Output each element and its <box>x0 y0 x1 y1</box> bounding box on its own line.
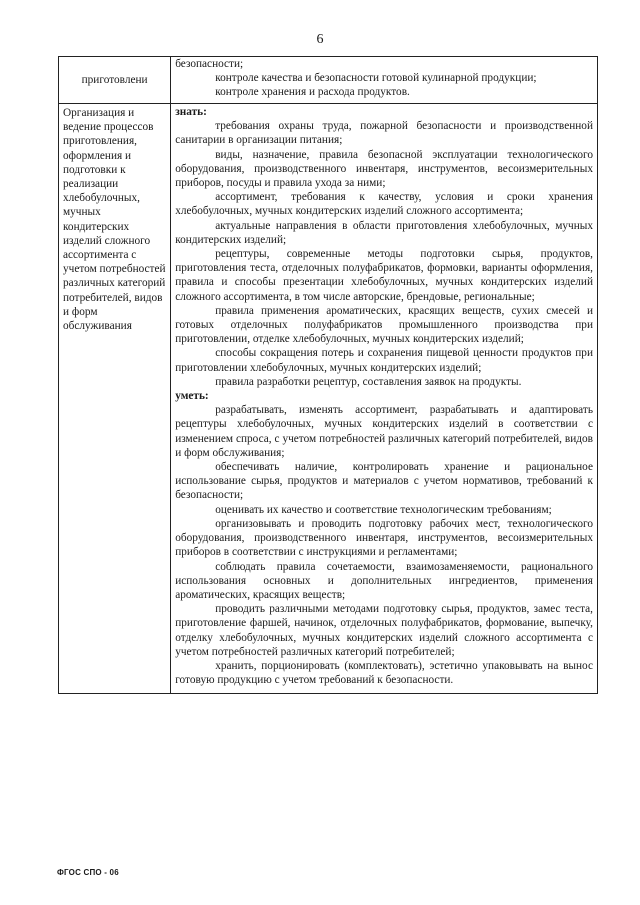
table-row <box>59 57 598 104</box>
row-label-cell <box>59 104 171 694</box>
can-item: организовывать и проводить подготовку рабочих мест, технологического оборудования, производственного инвентаря, инструментов, весоизмерительных приборов в соответствии с инструкциями и регламентами; <box>175 517 593 559</box>
can-heading: уметь: <box>175 390 209 403</box>
footer-doc-code: ФГОС СПО - 06 <box>57 868 119 877</box>
row-label: Организация и ведение процессов приготовления, оформления и подготовки к реализации хлебобулочных, мучных кондитерских изделий сложного ассортимента с учетом потребностей различных категорий потребителей, видов и форм обслуживания <box>63 107 166 333</box>
row-label-cell <box>59 57 171 104</box>
know-item: рецептуры, современные методы подготовки сырья, продуктов, приготовления теста, отделочных полуфабрикатов, формовки, варианты оформления, правила и способы презентации хлебобулочных, мучных кондитерских изделий сложного ассортимента, в том числе авторские, брендовые, региональные; <box>175 248 593 303</box>
row-content-cell <box>171 104 598 694</box>
can-item: проводить различными методами подготовку сырья, продуктов, замес теста, приготовление фаршей, начинок, отделочных полуфабрикатов, формование, выпечку, отделку хлебобулочных, мучных кондитерских изделий сложного ассортимента с учетом потребностей различных категорий потребителей; <box>175 603 593 658</box>
can-item: разрабатывать, изменять ассортимент, разрабатывать и адаптировать рецептуры хлебобулочных, мучных кондитерских изделий в соответствии с изменением спроса, с учетом потребностей различных категорий потребителей, видов и форм обслуживания; <box>175 404 593 459</box>
know-item: способы сокращения потерь и сохранения пищевой ценности продуктов при приготовлении хлебобулочных, мучных кондитерских изделий; <box>175 347 593 374</box>
page-number: 6 <box>316 32 324 47</box>
can-item: обеспечивать наличие, контролировать хранение и рациональное использование сырья, продуктов и материалов с учетом нормативов, требований к безопасности; <box>175 461 593 502</box>
can-item: оценивать их качество и соответствие технологическим требованиям; <box>215 503 552 516</box>
row-content-cell <box>171 57 598 104</box>
know-item: правила применения ароматических, красящих веществ, сухих смесей и готовых отделочных полуфабрикатов промышленного производства при приготовлении, отделке хлебобулочных, мучных кондитерских изделий; <box>175 304 593 346</box>
table-row <box>59 104 598 694</box>
competency-table <box>58 56 598 694</box>
know-item: ассортимент, требования к качеству, условия и сроки хранения хлебобулочных, мучных кондитерских изделий сложного ассортимента; <box>175 191 593 218</box>
can-item: хранить, порционировать (комплектовать), эстетично упаковывать на вынос готовую продукцию с учетом требований к безопасности. <box>175 659 593 687</box>
can-item: соблюдать правила сочетаемости, взаимозаменяемости, рационального использования основных и дополнительных ингредиентов, применения ароматических, красящих веществ; <box>175 560 593 601</box>
text-line: безопасности; <box>175 58 244 70</box>
row-label: приготовлени <box>81 73 148 86</box>
know-item: виды, назначение, правила безопасной эксплуатации технологического оборудования, производственного инвентаря, инструментов, весоизмерительных приборов, посуды и правила ухода за ними; <box>175 148 593 190</box>
know-heading: знать: <box>175 106 207 118</box>
know-item: актуальные направления в области приготовления хлебобулочных, мучных кондитерских изделий; <box>175 219 593 246</box>
know-item: требования охраны труда, пожарной безопасности и производственной санитарии в организации питания; <box>175 120 593 147</box>
text-line: контроле хранения и расхода продуктов. <box>215 86 410 99</box>
text-line: контроле качества и безопасности готовой кулинарной продукции; <box>215 72 537 85</box>
know-item: правила разработки рецептур, составления заявок на продукты. <box>215 375 522 388</box>
